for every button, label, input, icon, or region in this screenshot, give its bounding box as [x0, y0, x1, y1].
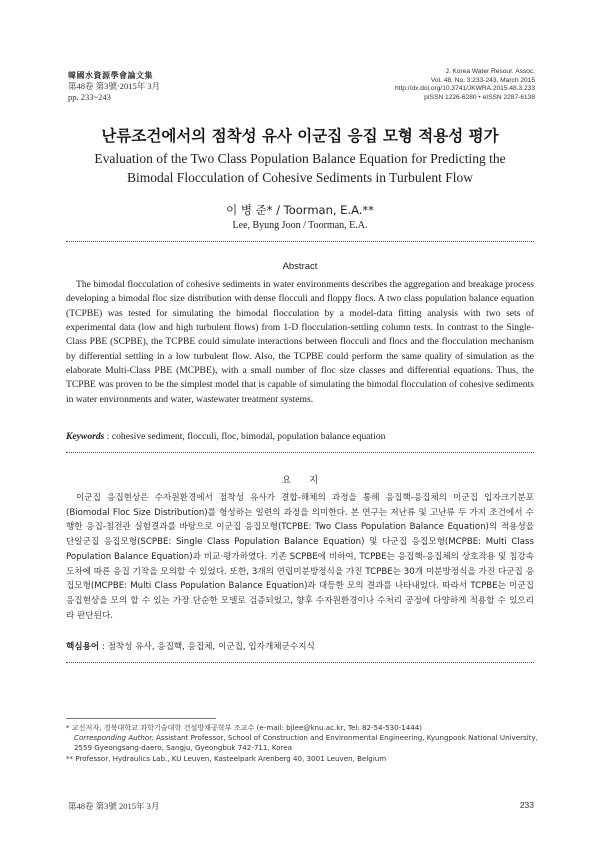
- authors-english: Lee, Byung Joon / Toorman, E.A.: [232, 220, 368, 231]
- journal-header-left: [68, 70, 160, 103]
- abstract-body: The bimodal flocculation of cohesive sediments in water environments describes the aggregation and breakage process developing a bimodal floc size distribution with dense flocculi and floppy flocs. A two class population balance equation (TCPBE) was tested for simulating the bimodal flocculation by a model-data fitting analysis with two sets of experimental data (low and high turbulent flows) from 1-D flocculation-settling column tests. In contrast to the Single-Class PBE (SCPBE), the TCPBE could simulate interactions between flocculi and flocs and the flocculation mechanism by differential settling in a low turbulent flow. Also, the TCPBE could perform the same quality of simulation as the elaborate Multi-Class PBE (MCPBE), with a small number of floc size classes and differential equations. Thus, the TCPBE was proven to be the simplest model that is capable of simulating the bimodal flocculation of cohesive sediments in water environments and water, wastewater treatment systems.: [66, 279, 534, 405]
- divider-bottom: [66, 662, 534, 663]
- keywords-korean: [66, 640, 534, 652]
- page-number: 233: [519, 800, 534, 810]
- keywords-label: Keywords: [66, 431, 105, 442]
- title-english-line2: Bimodal Flocculation of Cohesive Sediments in Turbulent Flow: [126, 170, 474, 185]
- footnote-1: [66, 723, 546, 753]
- yoji-heading: 요지: [281, 475, 337, 486]
- footnote-rule: [66, 718, 216, 719]
- footnote-2: ** Professor, Hydraulics Lab., KU Leuven, Kasteelpark Arenberg 40, 3001 Leuven, Belgium: [66, 754, 387, 763]
- keywords-text: : cohesive sediment, flocculi, floc, bimodal, population balance equation: [104, 431, 386, 442]
- yoji-body: 이군집 응집현상은 수자원환경에서 점착성 유사가 결합-해체의 과정을 통해 응집핵-응집체의 이군집 입자크기분포(Biomodal Floc Size Distribution)를 형성하는 일련의 과정을 의미한다. 본 연구는 저난류 및 고난류 두 가지 조건에서 수행한 응집-침전관 실험결과를 바탕으로 이군집 응집모형(TCPBE: Two Class Population Balance Equation)의 적용성을 단일군집 응집모형(SCPBE: Single Class Population Balance Equation) 및 다군집 응집모형(MCPBE: Multi Class Population Balance Equation)과 비교·평가하였다. 기존 SCPBE에 비하여, TCPBE는 응집핵-응집체의 상호작용 및 침강속도차에 따른 응집 기작을 모의할 수 있었다. 또한, 3개의 연립미분방정식을 가진 TCPBE는 30개 미분방정식을 가진 다군집 응집모형(MCPBE: Multi Class Population Balance Equation)과 대등한 모의 결과를 나타내었다. 따라서 TCPBE는 이군집 응집현상을 모의 할 수 있는 가장 단순한 모델로 검증되었고, 향후 수자원환경이나 수처리 공정에 다양하게 적용할 수 있으리라 판단된다.: [66, 493, 534, 621]
- volume-ko: 第48卷 第3號·2015年 3月: [68, 81, 161, 91]
- divider-mid: [66, 452, 534, 453]
- title-english: [40, 149, 560, 187]
- volume-en: Vol. 48, No. 3:233-243, March 2015: [430, 76, 535, 84]
- footnote-1-en: [66, 733, 546, 753]
- footnote-1-ko: * 교신저자, 경북대학교 과학기술대학 건설방재공학부 조교수 (e-mail: bjlee@knu.ac.kr, Tel: 82-54-530-1444): [66, 723, 423, 732]
- journal-name-ko: 韓國水資源學會論文集: [68, 71, 153, 80]
- footnote-1-en-text: Assistant Professor, School of Construction and Environmental Engineering, Kyungpook National University, 2559 Gyeongsang-daero, Sangju, Gyeongbuk 742-711, Korea: [74, 733, 538, 752]
- divider-top: [66, 241, 534, 242]
- issn: pISSN 1226-6280 • eISSN 2287-6138: [424, 93, 535, 101]
- journal-header-right: [395, 68, 535, 102]
- title-english-line1: Evaluation of the Two Class Population Balance Equation for Predicting the: [94, 151, 506, 166]
- title-korean: 난류조건에서의 점착성 유사 이군집 응집 모형 적용성 평가: [101, 127, 499, 145]
- keywords: [66, 431, 534, 442]
- footnote-1-en-label: Corresponding Author,: [74, 733, 154, 742]
- doi-link[interactable]: http://dx.doi.org/10.3741/JKWRA.2015.48.3.233: [394, 85, 535, 93]
- journal-name-en: J. Korea Water Resour. Assoc.: [445, 68, 535, 75]
- footer-issue: 第48卷 第3號 2015年 3月: [68, 801, 160, 811]
- keywords-korean-text: : 점착성 유사, 응집핵, 응집체, 이군집, 입자개체군수지식: [99, 642, 315, 652]
- abstract-heading: Abstract: [282, 261, 318, 272]
- page-range: pp. 233~243: [68, 92, 111, 102]
- keywords-korean-label: 핵심용어: [66, 642, 100, 652]
- authors-korean: 이 병 준* / Toorman, E.A.**: [226, 203, 374, 217]
